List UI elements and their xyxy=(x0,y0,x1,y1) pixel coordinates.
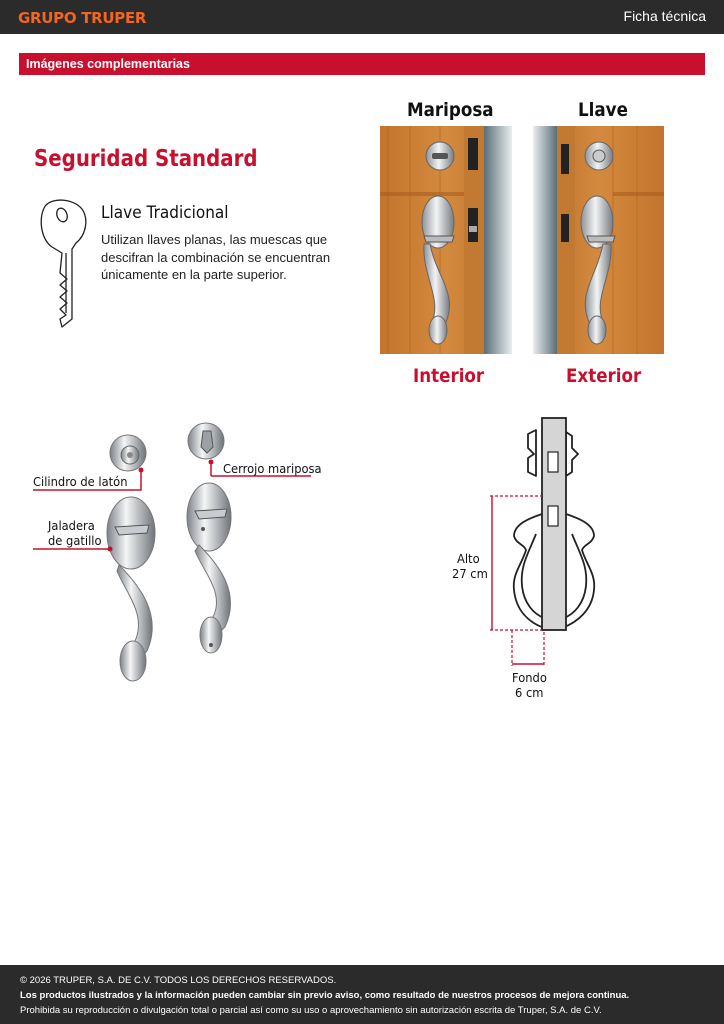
interior-lock-photo xyxy=(380,126,512,354)
section-title: Imágenes complementarias xyxy=(26,57,190,71)
footer-copyright: © 2026 TRUPER, S.A. DE C.V. TODOS LOS DERECHOS RESERVADOS. xyxy=(20,975,337,986)
footer-notice: Los productos ilustrados y la información pueden cambiar sin previo aviso, como resultado de nuestros procesos de mejora continua. xyxy=(20,990,630,1001)
section-header xyxy=(19,53,705,75)
footer-legal: Prohibida su reproducción o divulgación total o parcial así como su uso o aprovechamiento sin autorización escrita de Truper, S.A. de C.V. xyxy=(20,1005,602,1016)
exterior-lock-photo xyxy=(533,126,664,354)
key-title: Llave Tradicional xyxy=(101,203,229,223)
callout-handle-line1: Jaladera xyxy=(48,518,95,533)
brand-logo: GRUPO TRUPER xyxy=(18,9,147,27)
photo-label-exterior: Exterior xyxy=(566,365,642,387)
top-bar xyxy=(0,0,724,34)
photo-label-interior: Interior xyxy=(413,365,485,387)
dimension-depth-label: Fondo xyxy=(512,670,547,685)
callout-thumbturn: Cerrojo mariposa xyxy=(223,461,322,476)
dimensions-diagram xyxy=(480,414,600,674)
dimension-height-value: 27 cm xyxy=(452,566,488,581)
doc-type-label: Ficha técnica xyxy=(623,8,706,24)
key-description: Utilizan llaves planas, las muescas que descifran la combinación se encuentran únicamente en la parte superior. xyxy=(101,232,331,282)
callout-handle-line2: de gatillo xyxy=(48,533,102,548)
key-icon xyxy=(36,195,92,331)
photo-label-mariposa: Mariposa xyxy=(407,99,494,121)
dimension-height-label: Alto xyxy=(457,551,480,566)
footer xyxy=(0,965,724,1024)
dimension-depth-value: 6 cm xyxy=(515,685,544,700)
photo-label-llave: Llave xyxy=(578,99,628,121)
security-title: Seguridad Standard xyxy=(34,146,258,172)
callout-cylinder: Cilindro de latón xyxy=(33,474,128,489)
